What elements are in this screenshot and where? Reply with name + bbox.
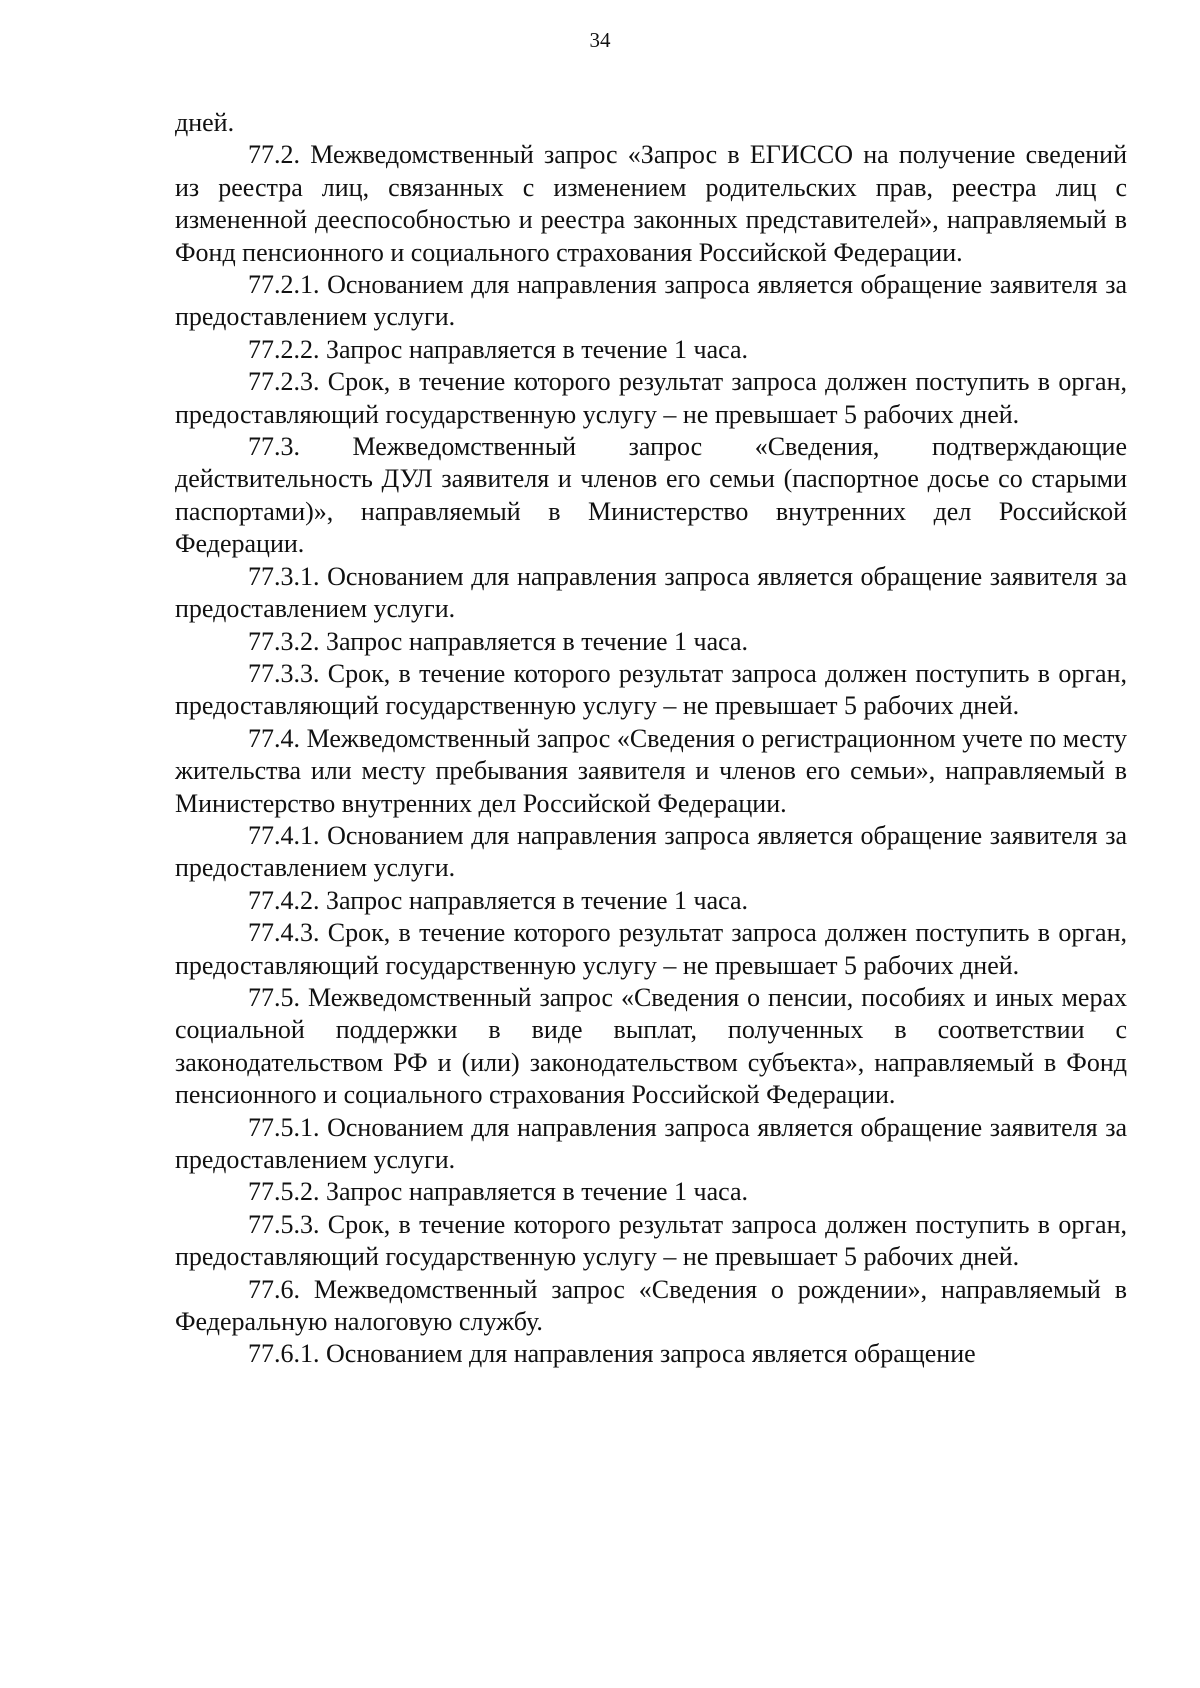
paragraph: 77.3.2. Запрос направляется в течение 1 часа. bbox=[248, 626, 749, 656]
paragraph: дней. bbox=[175, 108, 235, 137]
page-number: 34 bbox=[589, 28, 611, 52]
paragraph: 77.5.2. Запрос направляется в течение 1 часа. bbox=[248, 1177, 749, 1207]
paragraph: 77.2. Межведомственный запрос «Запрос в ЕГИССО на получение сведений из реестра лиц, связанных с изменением родительских прав, реестра лиц с измененной дееспособностью и реестра законных представителей», направляемый в Фонд пенсионного и социального страхования Российской Федерации. bbox=[175, 140, 1127, 267]
paragraph: 77.4.1. Основанием для направления запроса является обращение заявителя за предоставлением услуги. bbox=[175, 820, 1127, 883]
document-body bbox=[175, 107, 1127, 1371]
paragraph: 77.5. Межведомственный запрос «Сведения о пенсии, пособиях и иных мерах социальной поддержки в виде выплат, полученных в соответствии с законодательством РФ и (или) законодательством субъекта», направляемый в Фонд пенсионного и социального страхования Российской Федерации. bbox=[175, 982, 1127, 1110]
paragraph: 77.5.1. Основанием для направления запроса является обращение заявителя за предоставлением услуги. bbox=[175, 1112, 1127, 1174]
paragraph: 77.3.3. Срок, в течение которого результат запроса должен поступить в орган, предоставляющий государственную услугу – не превышает 5 рабочих дней. bbox=[175, 658, 1127, 721]
paragraph: 77.6.1. Основанием для направления запроса является обращение bbox=[248, 1339, 976, 1369]
paragraph: 77.6. Межведомственный запрос «Сведения о рождении», направляемый в Федеральную налоговую службу. bbox=[175, 1274, 1127, 1337]
paragraph: 77.3.1. Основанием для направления запроса является обращение заявителя за предоставлением услуги. bbox=[175, 561, 1127, 624]
paragraph: 77.5.3. Срок, в течение которого результат запроса должен поступить в орган, предоставляющий государственную услугу – не превышает 5 рабочих дней. bbox=[175, 1209, 1127, 1272]
paragraph: 77.4.2. Запрос направляется в течение 1 часа. bbox=[248, 885, 749, 915]
paragraph: 77.4.3. Срок, в течение которого результат запроса должен поступить в орган, предоставляющий государственную услугу – не превышает 5 рабочих дней. bbox=[175, 918, 1127, 980]
paragraph: 77.4. Межведомственный запрос «Сведения о регистрационном учете по месту жительства или месту пребывания заявителя и членов его семьи», направляемый в Министерство внутренних дел Российской Федерации. bbox=[175, 723, 1127, 818]
paragraph: 77.2.2. Запрос направляется в течение 1 часа. bbox=[248, 334, 749, 364]
paragraph: 77.2.1. Основанием для направления запроса является обращение заявителя за предоставлением услуги. bbox=[175, 270, 1127, 332]
paragraph: 77.2.3. Срок, в течение которого результат запроса должен поступить в орган, предоставляющий государственную услугу – не превышает 5 рабочих дней. bbox=[175, 367, 1127, 429]
paragraph: 77.3. Межведомственный запрос «Сведения, подтверждающие действительность ДУЛ заявителя и членов его семьи (паспортное досье со старыми паспортами)», направляемый в Министерство внутренних дел Российской Федерации. bbox=[175, 432, 1127, 559]
